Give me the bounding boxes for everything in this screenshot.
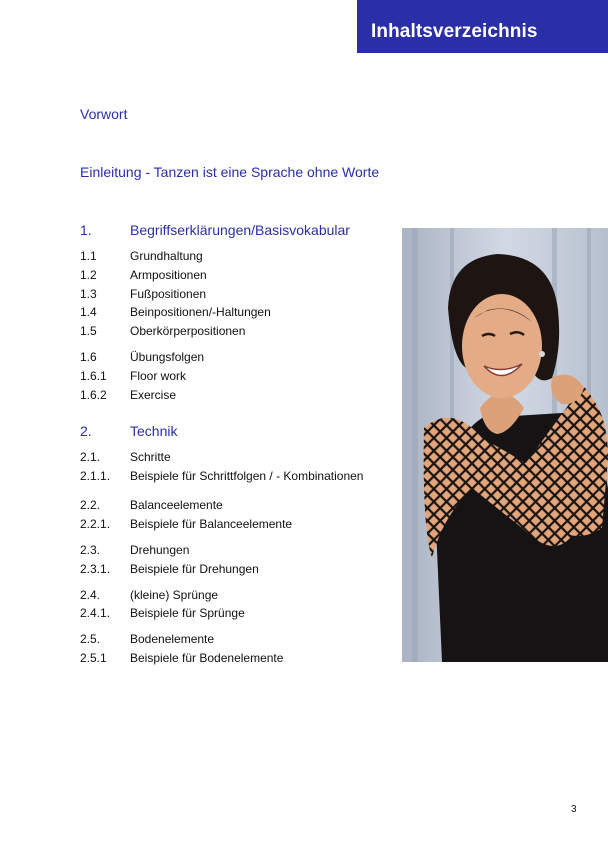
entry-number: 1.1: [80, 249, 97, 263]
toc-entry[interactable]: Beispiele für Drehungen: [130, 562, 259, 576]
section-number: 2.: [80, 423, 92, 439]
entry-number: 2.3.1.: [80, 562, 111, 576]
toc-entry[interactable]: Exercise: [130, 388, 177, 402]
entry-number: 2.2.: [80, 498, 101, 512]
entry-number: 2.1.: [80, 450, 101, 464]
toc-entry[interactable]: Übungsfolgen: [130, 350, 205, 364]
toc-entry[interactable]: Grundhaltung: [130, 249, 203, 263]
entry-number: 2.5.: [80, 632, 101, 646]
entry-number: 2.4.: [80, 588, 101, 602]
toc-entry[interactable]: Beispiele für Schrittfolgen / - Kombinationen: [130, 469, 364, 483]
entry-number: 2.3.: [80, 543, 101, 557]
toc-entry[interactable]: Armpositionen: [130, 268, 207, 282]
entry-number: 1.3: [80, 287, 97, 301]
entry-number: 1.2: [80, 268, 97, 282]
entry-number: 1.6.2: [80, 388, 107, 402]
toc-entry[interactable]: Oberkörperpositionen: [130, 324, 246, 338]
section-number: 1.: [80, 222, 92, 238]
entry-number: 2.2.1.: [80, 517, 111, 531]
toc-entry[interactable]: Beispiele für Bodenelemente: [130, 651, 284, 665]
toc-entry[interactable]: Beispiele für Balanceelemente: [130, 517, 293, 531]
section-title-technik[interactable]: Technik: [130, 423, 178, 439]
toc-entry[interactable]: (kleine) Sprünge: [130, 588, 219, 602]
section-title-begriffserklaerungen[interactable]: Begriffserklärungen/Basisvokabular: [130, 222, 350, 238]
entry-number: 1.6.1: [80, 369, 107, 383]
page-number: 3: [571, 804, 577, 815]
entry-number: 1.4: [80, 305, 97, 319]
toc-entry[interactable]: Beispiele für Sprünge: [130, 606, 245, 620]
entry-number: 1.5: [80, 324, 97, 338]
toc-entry[interactable]: Beinpositionen/-Haltungen: [130, 305, 271, 319]
toc-entry[interactable]: Schritte: [130, 450, 171, 464]
dancer-photo: [402, 228, 608, 662]
entry-number: 2.1.1.: [80, 469, 111, 483]
entry-number: 2.5.1: [80, 651, 107, 665]
toc-entry[interactable]: Fußpositionen: [130, 287, 207, 301]
toc-entry[interactable]: Floor work: [130, 369, 187, 383]
page-title: Inhaltsverzeichnis: [371, 21, 538, 42]
toc-entry[interactable]: Drehungen: [130, 543, 190, 557]
toc-einleitung[interactable]: Einleitung - Tanzen ist eine Sprache ohne Worte: [80, 164, 380, 180]
entry-number: 1.6: [80, 350, 97, 364]
toc-entry[interactable]: Bodenelemente: [130, 632, 215, 646]
entry-number: 2.4.1.: [80, 606, 111, 620]
toc-entry[interactable]: Balanceelemente: [130, 498, 223, 512]
toc-vorwort[interactable]: Vorwort: [80, 106, 128, 122]
